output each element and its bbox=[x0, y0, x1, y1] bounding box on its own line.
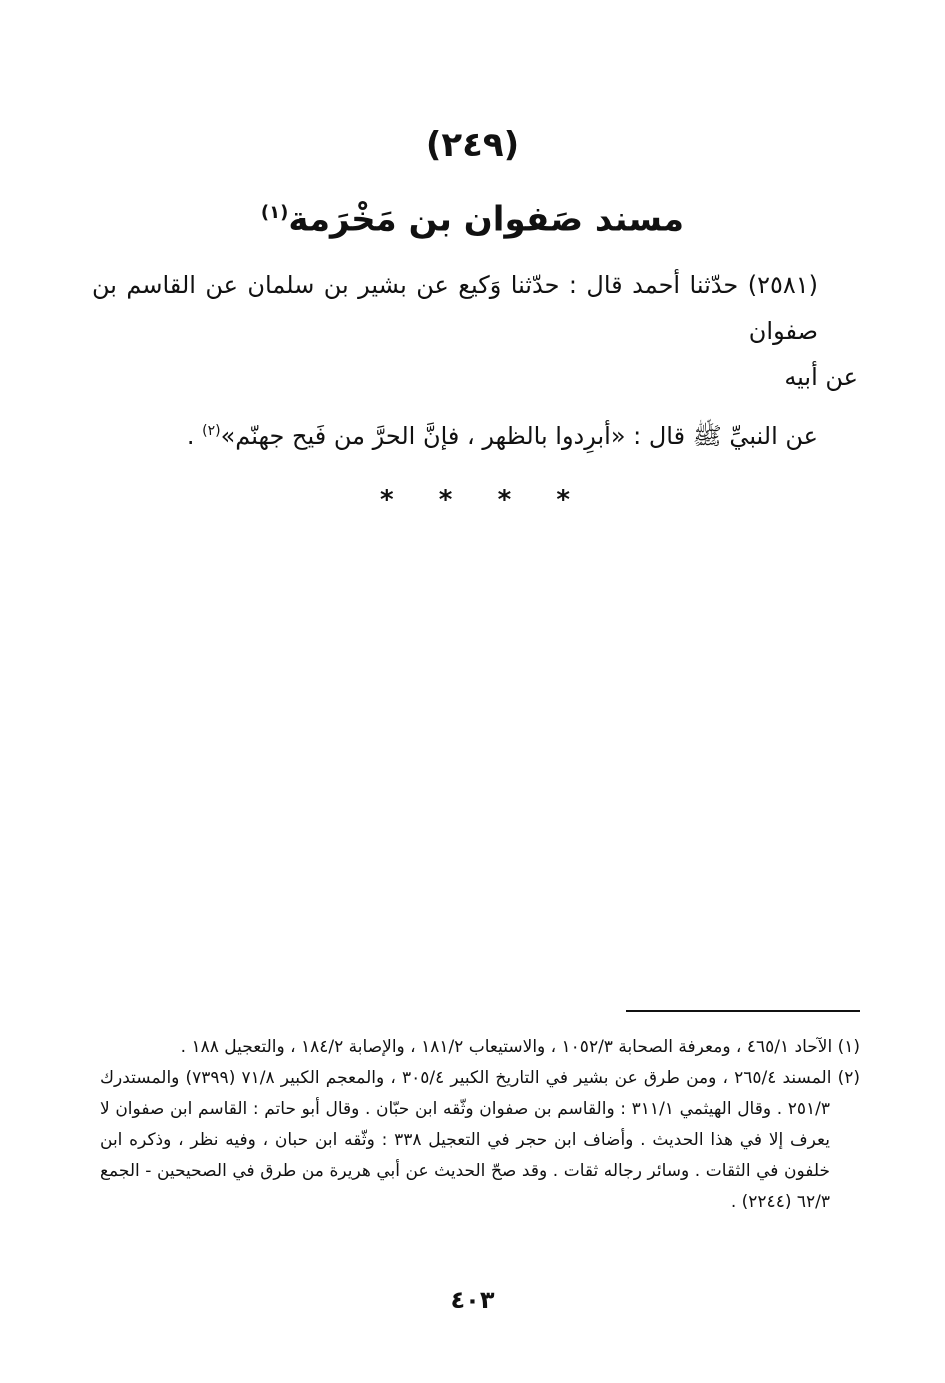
chapter-title-text: مسند صَفوان بن مَخْرَمة bbox=[288, 199, 685, 240]
footnotes bbox=[100, 1032, 860, 1218]
separator-star: * bbox=[438, 485, 453, 515]
footnote-divider bbox=[626, 1010, 860, 1012]
chapter-title-footnote-ref[interactable]: (١) bbox=[260, 202, 289, 223]
hadith-matn-text: عن النبيِّ ﷺ قال : «أبرِدوا بالظهر ، فإنَّ الحرَّ من فَيح جهنّم» bbox=[220, 422, 818, 450]
separator-star: * bbox=[497, 485, 512, 515]
hadith-matn bbox=[92, 408, 818, 459]
hadith-number: (٢٥٨١) bbox=[747, 271, 818, 299]
hadith-block bbox=[92, 262, 858, 459]
separator-star: * bbox=[556, 485, 570, 515]
footnote-2: (٢) المسند ٢٦٥/٤ ، ومن طرق عن بشير في التاريخ الكبير ٣٠٥/٤ ، والمعجم الكبير ٧١/٨ (٧٣٩٩) والمستدرك ٢٥١/٣ . وقال الهيثمي ٣١١/١ : والقاسم بن صفوان وثّقه ابن حبّان . وقال أبو حاتم : القاسم ابن صفوان لا يعرف إلا في هذا الحديث . وأضاف ابن حجر في التعجيل ٣٣٨ : وثّقه ابن حبان ، وفيه نظر ، وذكره ابن خلفون في الثقات . وسائر رجاله ثقات . وقد صحّ الحديث عن أبي هريرة من طرق في الصحيحين - الجمع ٦٢/٣ (٢٢٤٤) . bbox=[100, 1068, 860, 1212]
footnote-1: (١) الآحاد ٤٦٥/١ ، ومعرفة الصحابة ١٠٥٢/٣ ، والاستيعاب ١٨١/٢ ، والإصابة ١٨٤/٢ ، والتعجيل ١٨٨ . bbox=[180, 1037, 860, 1057]
hadith-matn-footnote-ref[interactable]: (٢) bbox=[202, 423, 221, 439]
hadith-matn-end: . bbox=[186, 422, 203, 450]
chapter-number: (٢٤٩) bbox=[425, 125, 520, 165]
separator-star: * bbox=[380, 485, 394, 515]
section-separator bbox=[380, 485, 570, 515]
hadith-isnad bbox=[92, 262, 858, 400]
page-number: ٤٠٣ bbox=[450, 1286, 495, 1314]
chapter-title bbox=[0, 190, 945, 242]
hadith-isnad-continued: عن أبيه bbox=[784, 363, 858, 391]
hadith-isnad-text: حدّثنا أحمد قال : حدّثنا وَكيع عن بشير بن سلمان عن القاسم بن صفوان bbox=[92, 271, 818, 345]
